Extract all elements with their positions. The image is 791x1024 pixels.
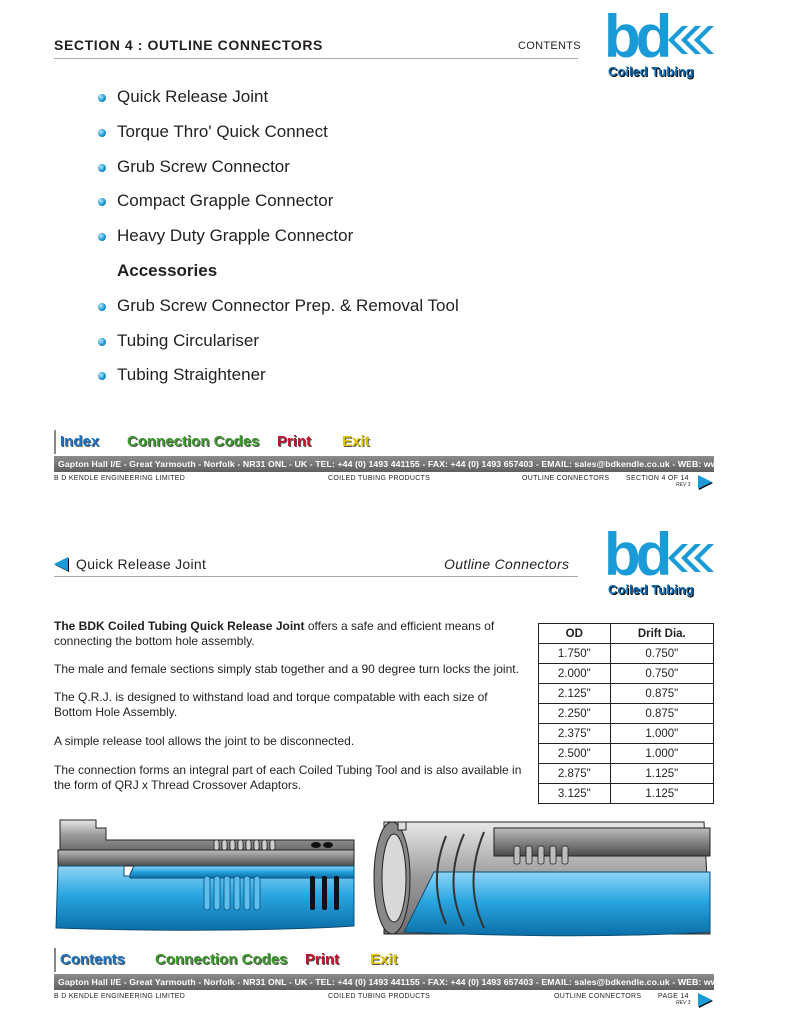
table-cell: 2.500": [539, 744, 611, 764]
logo-chevrons-icon: [668, 544, 714, 572]
intro-rest: offers a safe and efficient means of connecting the bottom hole assembly.: [54, 619, 495, 648]
list-item-circulariser[interactable]: [98, 330, 459, 365]
table-row: [539, 684, 714, 704]
contents-nav-link[interactable]: Contents: [60, 951, 125, 968]
bullet-icon: [98, 372, 106, 380]
bullet-icon: [98, 233, 106, 241]
list-item-label: Compact Grapple Connector: [117, 191, 334, 211]
paragraph: The male and female sections simply stab together and a 90 degree turn locks the joint.: [54, 662, 519, 676]
back-arrow-icon[interactable]: [54, 557, 68, 571]
footer-section: OUTLINE CONNECTORS: [522, 475, 610, 482]
paragraph: The Q.R.J. is designed to withstand load and torque compatable with each size of Bottom Hole Assembly.: [54, 690, 488, 719]
nav-bar: [54, 948, 714, 976]
page-section: Outline Connectors: [444, 556, 570, 572]
table-cell: 2.875": [539, 764, 611, 784]
footer-rev: REV 3: [676, 1000, 691, 1006]
bd-logo: [604, 3, 714, 79]
table-cell: 2.000": [539, 664, 611, 684]
list-item-label: Torque Thro' Quick Connect: [117, 121, 328, 141]
list-item-torque[interactable]: [98, 121, 459, 156]
table-cell: 2.375": [539, 724, 611, 744]
list-item-label: Grub Screw Connector: [117, 156, 290, 176]
list-item-label: Tubing Circulariser: [117, 330, 260, 350]
paragraph: The connection forms an integral part of each Coiled Tubing Tool and is also available in the form of QRJ x Thread Crossover Adaptors.: [54, 763, 522, 792]
table-row: [539, 664, 714, 684]
connection-codes-link[interactable]: Connection Codes: [127, 433, 260, 450]
list-item-compact[interactable]: [98, 190, 459, 225]
table-row: [539, 644, 714, 664]
paragraph: A simple release tool allows the joint to be disconnected.: [54, 734, 355, 748]
column-header: Drift Dia.: [610, 624, 713, 644]
footer-company: B D KENDLE ENGINEERING LIMITED: [54, 475, 186, 482]
bullet-icon: [98, 129, 106, 137]
table-row: [539, 724, 714, 744]
bullet-icon: [98, 303, 106, 311]
logo-tagline: Coiled Tubing: [608, 64, 694, 79]
header-rule: [54, 576, 578, 577]
list-item-heavy[interactable]: [98, 225, 459, 260]
nav-bar: [54, 430, 714, 458]
section-title: SECTION 4 : OUTLINE CONNECTORS: [54, 37, 323, 53]
index-link[interactable]: Index: [60, 433, 100, 450]
bullet-icon: [98, 94, 106, 102]
od-table: [538, 623, 714, 804]
intro-bold: The BDK Coiled Tubing Quick Release Joint: [54, 619, 305, 633]
footer-page: SECTION 4 OF 14: [626, 475, 689, 482]
intro-paragraph: [54, 619, 522, 649]
footer-rev: REV 3: [676, 482, 691, 488]
list-item-label: Grub Screw Connector Prep. & Removal Tool: [117, 295, 459, 315]
address-bar: Gapton Hall I/E - Great Yarmouth - Norfolk - NR31 ONL - UK - TEL: +44 (0) 1493 441155 - FAX: +44 (0) 1493 657403 - EMAIL: sales@bdkendle.co.uk - WEB: www.bdkendle.co.uk: [54, 456, 714, 472]
nav-divider: [54, 430, 56, 454]
logo-letters: bd: [604, 521, 668, 588]
bd-logo: [604, 521, 714, 597]
header-rule: [54, 58, 578, 59]
bullet-icon: [98, 198, 106, 206]
nav-divider: [54, 948, 56, 972]
logo-tagline: Coiled Tubing: [608, 582, 694, 597]
column-header: OD: [539, 624, 611, 644]
table-cell: 1.125": [610, 764, 713, 784]
exit-link[interactable]: Exit: [370, 951, 398, 968]
contents-link[interactable]: CONTENTS: [518, 40, 581, 52]
table-cell: 1.750": [539, 644, 611, 664]
list-item-qrj[interactable]: [98, 86, 459, 121]
table-cell: 0.875": [610, 704, 713, 724]
table-cell: 1.000": [610, 724, 713, 744]
bullet-icon: [98, 338, 106, 346]
table-header-row: [539, 624, 714, 644]
logo-letters: bd: [604, 3, 668, 70]
table-cell: 2.125": [539, 684, 611, 704]
print-link[interactable]: Print: [277, 433, 312, 450]
list-item-label: Heavy Duty Grapple Connector: [117, 226, 354, 246]
footer-products: COILED TUBING PRODUCTS: [328, 475, 431, 482]
qrj-cutaway-illustration: [54, 816, 714, 940]
list-item-straightener[interactable]: [98, 364, 459, 399]
next-arrow-icon[interactable]: [698, 993, 712, 1007]
list-item-label: Tubing Straightener: [117, 365, 266, 385]
contents-list: [98, 86, 459, 399]
next-arrow-icon[interactable]: [698, 475, 712, 489]
table-cell: 0.875": [610, 684, 713, 704]
table-cell: 1.000": [610, 744, 713, 764]
footer-company: B D KENDLE ENGINEERING LIMITED: [54, 993, 186, 1000]
page-title: Quick Release Joint: [76, 556, 207, 572]
table-cell: 1.125": [610, 784, 713, 804]
connection-codes-link[interactable]: Connection Codes: [155, 951, 288, 968]
table-cell: 3.125": [539, 784, 611, 804]
list-item-label: Quick Release Joint: [117, 87, 269, 106]
print-link[interactable]: Print: [305, 951, 340, 968]
table-cell: 0.750": [610, 644, 713, 664]
list-item-grub[interactable]: [98, 156, 459, 191]
list-item-prep-tool[interactable]: [98, 295, 459, 330]
table-row: [539, 784, 714, 804]
table-row: [539, 764, 714, 784]
exit-link[interactable]: Exit: [342, 433, 370, 450]
table-row: [539, 744, 714, 764]
accessories-heading: Accessories: [117, 260, 218, 280]
logo-chevrons-icon: [668, 26, 714, 54]
table-cell: 2.250": [539, 704, 611, 724]
bullet-icon: [98, 164, 106, 172]
footer-products: COILED TUBING PRODUCTS: [328, 993, 431, 1000]
table-cell: 0.750": [610, 664, 713, 684]
footer-page: PAGE 14: [658, 993, 689, 1000]
address-bar: Gapton Hall I/E - Great Yarmouth - Norfolk - NR31 ONL - UK - TEL: +44 (0) 1493 441155 - FAX: +44 (0) 1493 657403 - EMAIL: sales@bdkendle.co.uk - WEB: www.bdkendle.co.uk: [54, 974, 714, 990]
table-row: [539, 704, 714, 724]
footer-section: OUTLINE CONNECTORS: [554, 993, 642, 1000]
